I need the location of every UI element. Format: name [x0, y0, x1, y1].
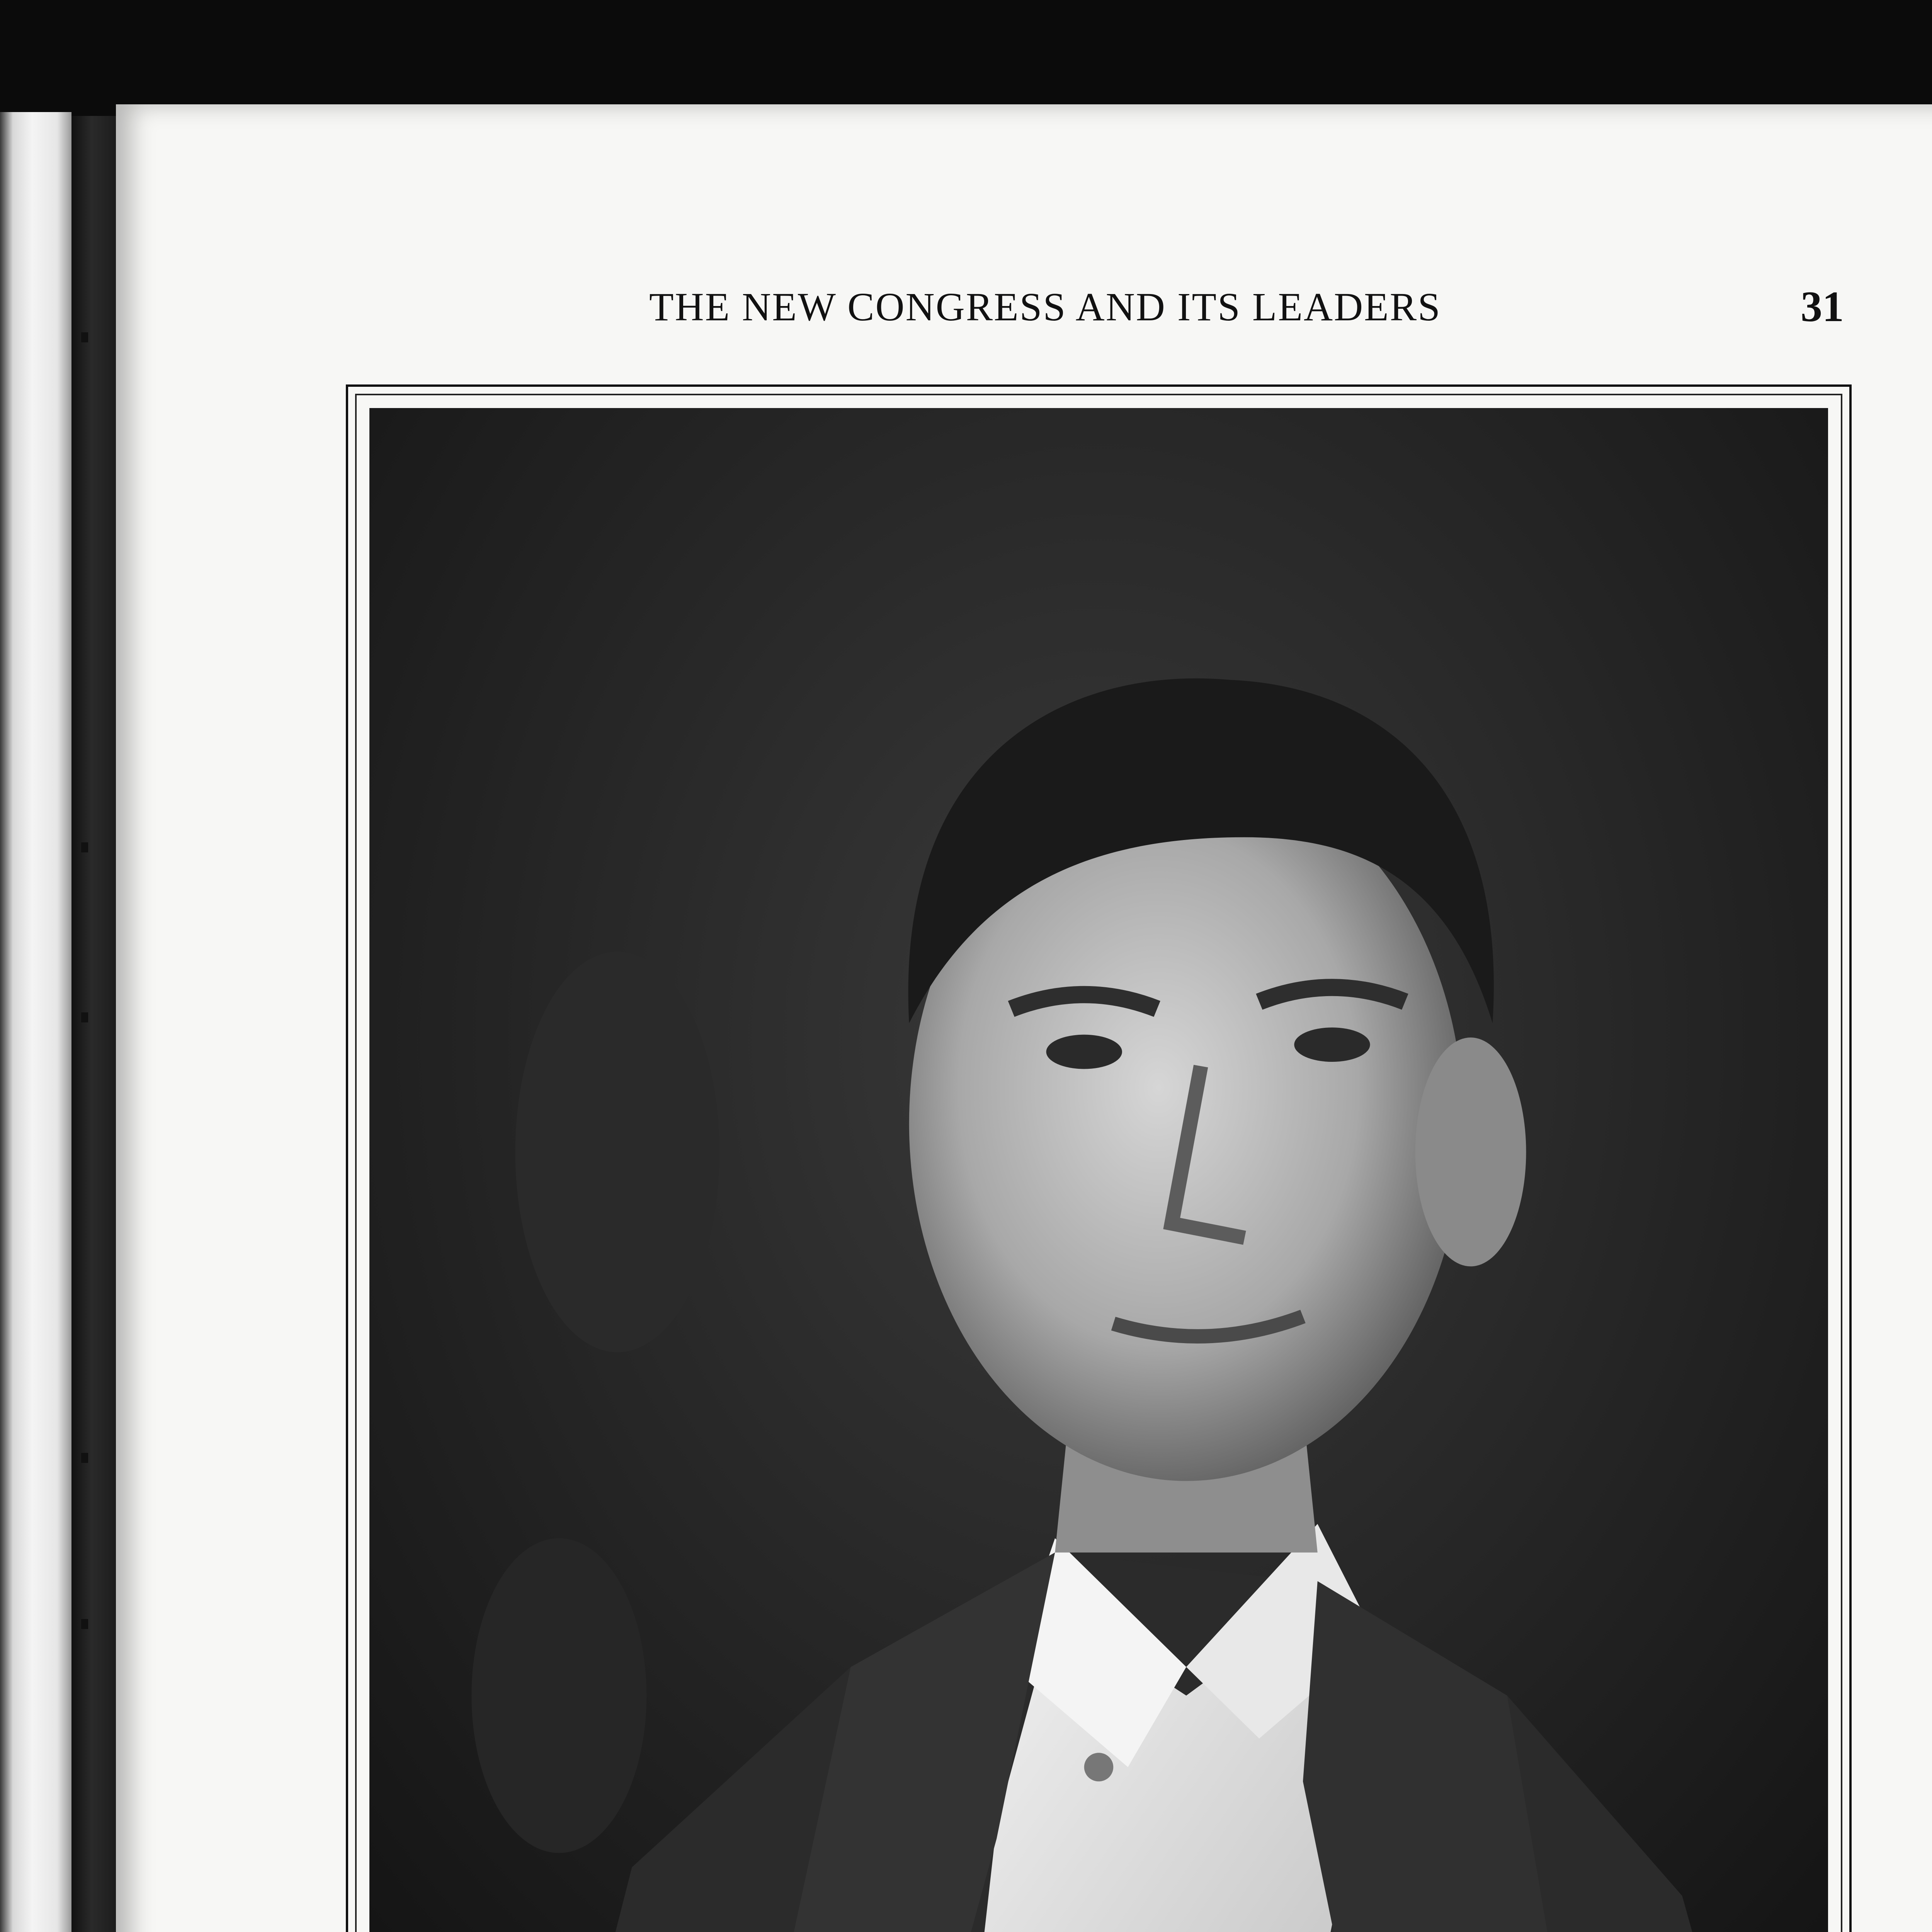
binding-mark [81, 332, 88, 342]
running-head: THE NEW CONGRESS AND ITS LEADERS [649, 285, 1441, 329]
binding-mark [81, 1012, 88, 1022]
portrait-photo-frame [346, 384, 1852, 1932]
binding-mark [81, 1619, 88, 1629]
binding-mark [81, 842, 88, 852]
book-gutter [71, 116, 122, 1932]
portrait-image [369, 408, 1828, 1932]
binding-mark [81, 1453, 88, 1463]
left-page-edge [0, 112, 71, 1932]
portrait-photograph [369, 408, 1828, 1932]
page-number: 31 [1801, 283, 1844, 331]
